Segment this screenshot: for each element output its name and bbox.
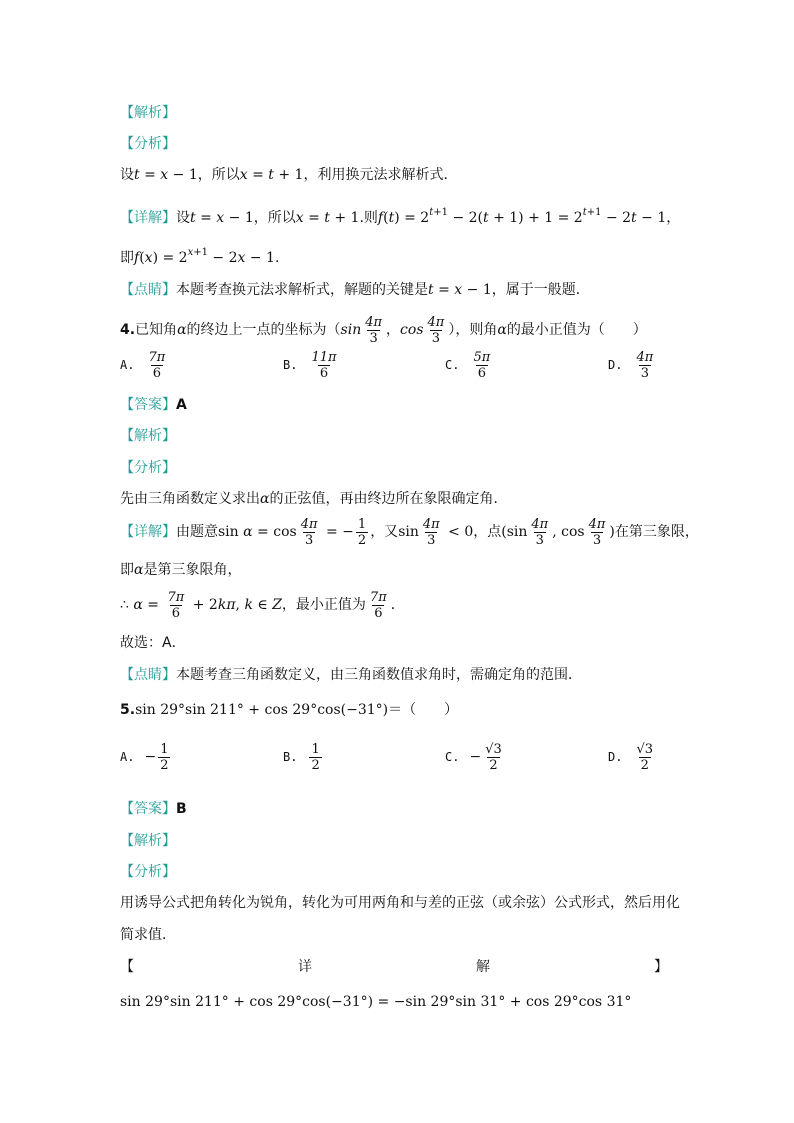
q4-option-d: D. $\frac{4\pi}{3}$ — [608, 350, 654, 381]
q4-choose: 故选：A． — [120, 635, 186, 651]
q5-fenxi-heading: 【分析】 — [120, 864, 176, 880]
q5-xiangjie-heading: 【 详 解 】 — [120, 959, 668, 975]
q5-option-d: D. $\frac{√3}{2}$ — [608, 742, 654, 773]
q4-stem: 4.已知角α的终边上一点的坐标为（sin $\frac{4\pi}{3}$ ，cos $\frac{4\pi}{3}$ ），则角α的最小正值为（ ） — [120, 314, 647, 346]
q4-xiangjie-text: 【详解】由题意sin α = cos $\frac{4\pi}{3}$ = − $\frac{1}{2}$ ，又sin $\frac{4\pi}{3}$ < 0，点(sin $\frac{4\pi}{3}$ , cos $\frac{4\pi}{3}$ )在第三象限， — [120, 516, 699, 548]
q5-formula: sin 29°sin 211° + cos 29°cos(−31°) = −sin 29°sin 31° + cos 29°cos 31° — [120, 994, 632, 1010]
jiexi-heading: 【解析】 — [120, 105, 176, 121]
q4-fenxi-text: 先由三角函数定义求出α的正弦值，再由终边所在象限确定角． — [120, 491, 508, 507]
q4-option-a: A. $\frac{7\pi}{6}$ — [120, 350, 166, 381]
fenxi-heading: 【分析】 — [120, 136, 176, 152]
q5-fenxi-line2: 简求值． — [120, 927, 176, 943]
q5-option-c: C. − $\frac{√3}{2}$ — [445, 742, 502, 773]
q4-option-b: B. $\frac{11\pi}{6}$ — [283, 350, 337, 381]
q5-jiexi-heading: 【解析】 — [120, 833, 176, 849]
q4-answer: 【答案】A — [120, 397, 187, 413]
q3-result: 即$f(x) = 2^{x+1} - 2x - 1$. — [120, 247, 280, 266]
q4-jiexi-heading: 【解析】 — [120, 428, 176, 444]
q4-quadrant-line: 即α是第三象限角， — [120, 562, 242, 578]
q5-stem: 5.sin 29°sin 211° + cos 29°cos(−31°)＝（ ） — [120, 702, 459, 718]
q4-option-c: C. $\frac{5\pi}{6}$ — [445, 350, 491, 381]
q5-option-a: A. − $\frac{1}{2}$ — [120, 742, 169, 773]
q5-option-b: B. $\frac{1}{2}$ — [283, 742, 320, 773]
q3-fenxi-text: 设t = x − 1，所以x = t + 1，利用换元法求解析式． — [120, 167, 458, 183]
q4-fenxi-heading: 【分析】 — [120, 460, 176, 476]
q5-fenxi-line1: 用诱导公式把角转化为锐角，转化为可用两角和与差的正弦（或余弦）公式形式，然后用化 — [120, 895, 680, 911]
q4-dianjing: 【点睛】本题考查三角函数定义，由三角函数值求角时，需确定角的范围． — [120, 667, 582, 683]
q3-dianjing: 【点睛】本题考查换元法求解析式，解题的关键是t = x − 1，属于一般题． — [120, 282, 590, 298]
q3-xiangjie-text: 【详解】设t = x − 1，所以x = t + 1.则$f(t) = 2^{t+1} - 2(t + 1) + 1 = 2^{t+1} - 2t - 1$， — [120, 207, 681, 226]
q4-conclusion: ∴ α = $\frac{7\pi}{6}$ + 2kπ, k ∈ Z，最小正值为 $\frac{7\pi}{6}$ ． — [120, 589, 405, 621]
q5-answer: 【答案】B — [120, 801, 187, 817]
